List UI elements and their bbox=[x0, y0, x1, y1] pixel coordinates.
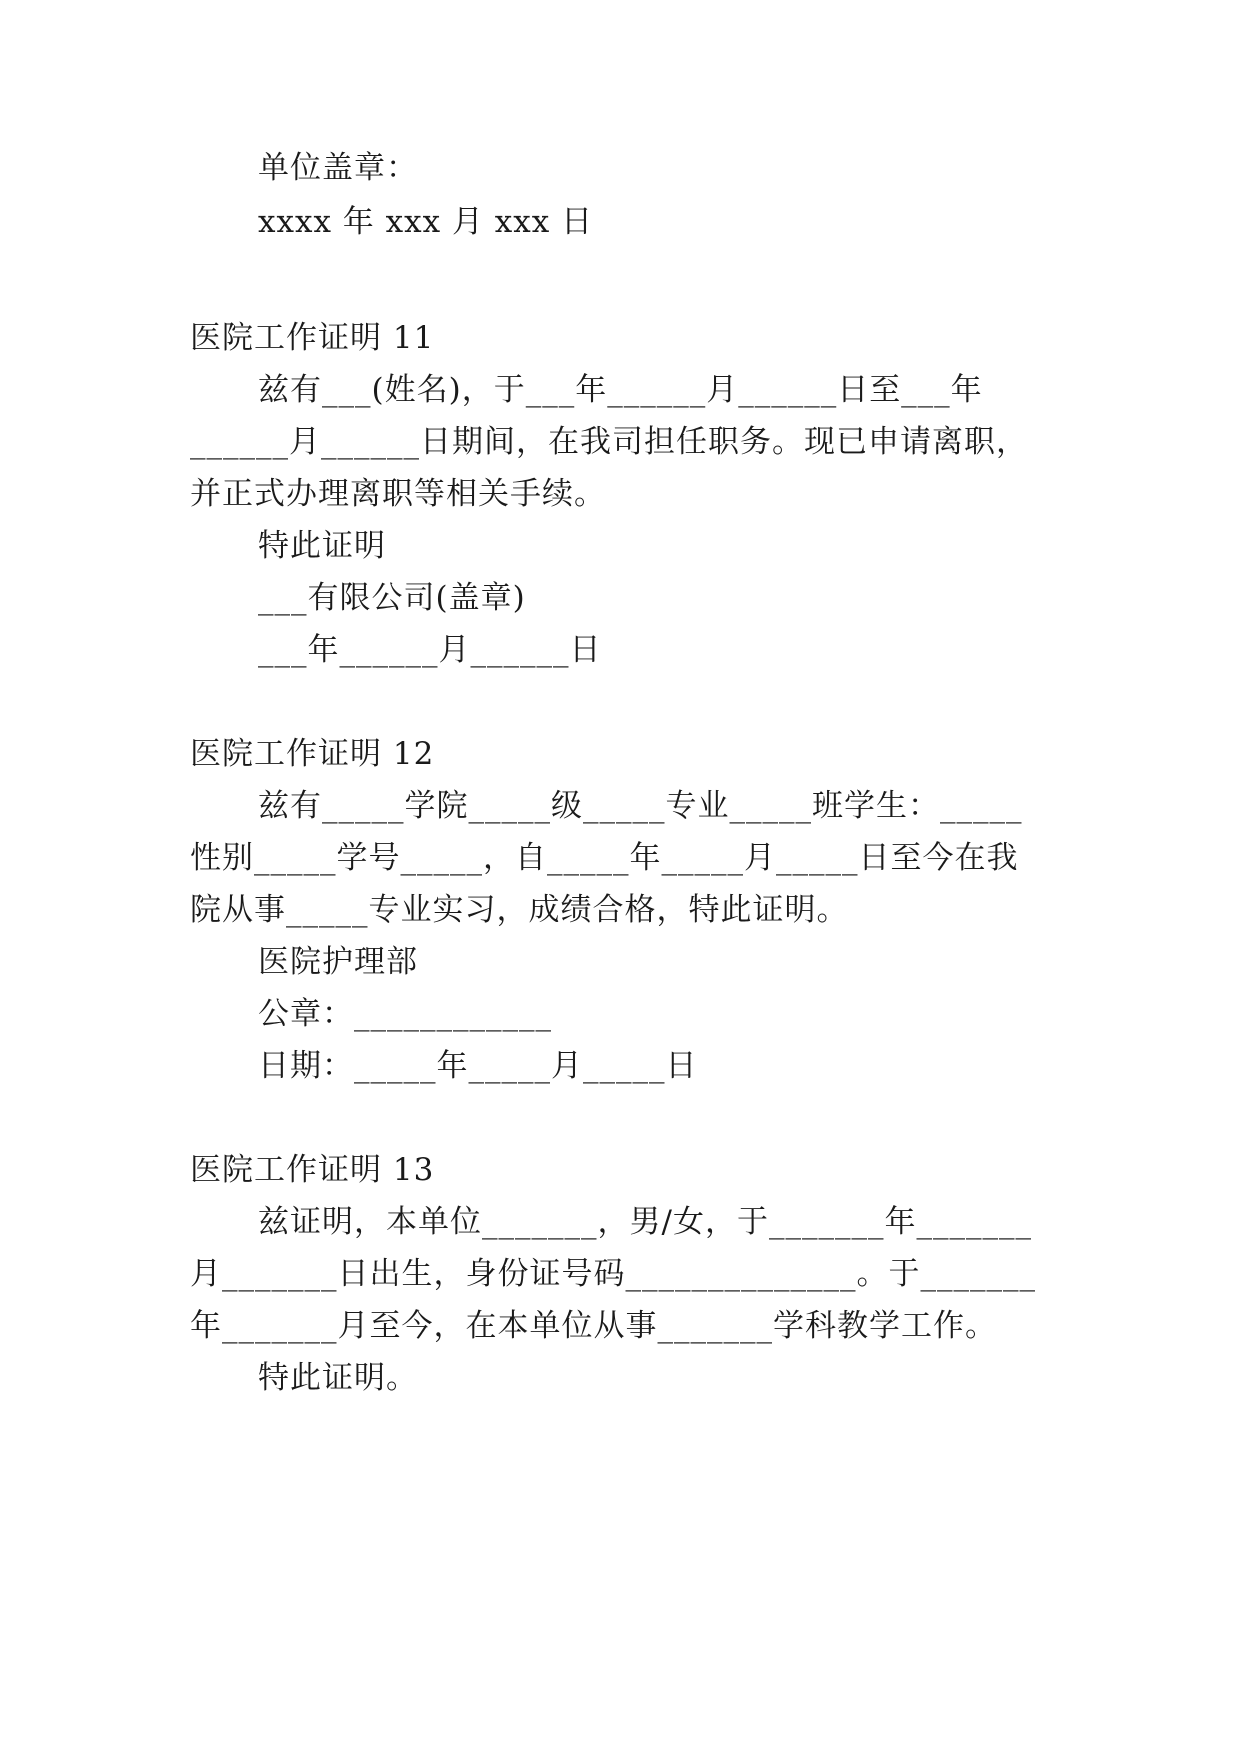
section12-date: 日期：_____年_____月_____日 bbox=[258, 1048, 698, 1084]
section11-closing: 特此证明 bbox=[258, 528, 386, 564]
section12-body-line1: 兹有_____学院_____级_____专业_____班学生：_____ bbox=[258, 788, 1023, 824]
section11-body-line2: ______月______日期间，在我司担任职务。现已申请离职， bbox=[190, 424, 1028, 460]
section11-body-line3: 并正式办理离职等相关手续。 bbox=[190, 476, 606, 512]
section11-body-line1: 兹有___(姓名)，于___年______月______日至___年 bbox=[258, 372, 983, 408]
section13-body-line2: 月_______日出生，身份证号码______________。于_______ bbox=[190, 1256, 1036, 1292]
section12-seal: 公章：____________ bbox=[258, 996, 552, 1032]
section13-body-line3: 年_______月至今，在本单位从事_______学科教学工作。 bbox=[190, 1308, 997, 1344]
section-title-11: 医院工作证明 11 bbox=[190, 320, 435, 356]
date-line: xxxx 年 xxx 月 xxx 日 bbox=[258, 204, 594, 240]
section-title-12: 医院工作证明 12 bbox=[190, 736, 435, 772]
section11-date: ___年______月______日 bbox=[258, 632, 602, 668]
section13-closing: 特此证明。 bbox=[258, 1360, 418, 1396]
section12-body-line2: 性别_____学号_____，自_____年_____月_____日至今在我 bbox=[190, 840, 1019, 876]
section13-body-line1: 兹证明，本单位_______，男/女，于_______年_______ bbox=[258, 1204, 1032, 1240]
section12-department: 医院护理部 bbox=[258, 944, 418, 980]
section-title-13: 医院工作证明 13 bbox=[190, 1152, 435, 1188]
section11-company: ___有限公司(盖章) bbox=[258, 580, 526, 616]
section12-body-line3: 院从事_____专业实习，成绩合格，特此证明。 bbox=[190, 892, 849, 928]
seal-label: 单位盖章： bbox=[258, 150, 418, 186]
